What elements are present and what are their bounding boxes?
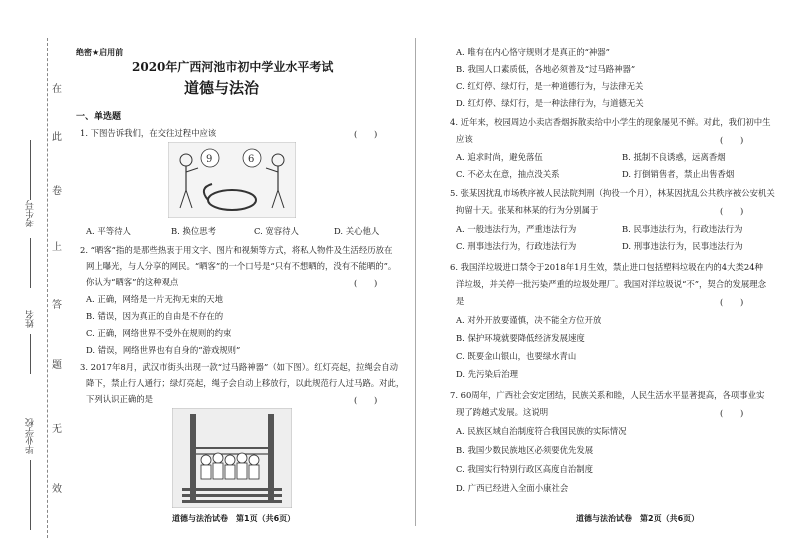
binding-char: 无 <box>52 424 62 435</box>
question-3-text-line-2: 降下，禁止行人通行；绿灯亮起，绳子会自动上移放行，以此规范行人过马路。对此， <box>86 378 405 388</box>
candidate-number-line-2 <box>30 238 31 288</box>
question-3-option-a[interactable]: A. 唯有在内心恪守规则才是真正的“神器” <box>456 47 610 57</box>
question-1-option-d[interactable]: D. 关心他人 <box>334 226 380 236</box>
binding-margin <box>0 0 60 560</box>
question-5-text-line-2: 拘留十天。张某和林某的行为分别属于 <box>456 205 599 215</box>
question-1-option-b[interactable]: B. 换位思考 <box>171 226 216 236</box>
question-5-option-b[interactable]: B. 民事违法行为，行政违法行为 <box>622 224 743 234</box>
question-1-option-c[interactable]: C. 宽容待人 <box>254 226 299 236</box>
question-6-option-a[interactable]: A. 对外开放要谨慎，决不能全方位开放 <box>456 315 602 325</box>
question-4-option-b[interactable]: B. 抵制不良诱惑，远离香烟 <box>622 152 726 162</box>
footer-left-page-number: 道德与法治试卷 第1页（共6页） <box>172 514 296 523</box>
question-3-option-c[interactable]: C. 红灯停、绿灯行，是一种道德行为，与法律无关 <box>456 81 644 91</box>
svg-text:6: 6 <box>248 154 255 165</box>
question-3-answer-paren[interactable]: ( ) <box>354 395 378 405</box>
question-7-answer-paren[interactable]: ( ) <box>720 408 744 418</box>
question-6-answer-paren[interactable]: ( ) <box>720 297 744 307</box>
school-line <box>30 460 31 530</box>
page-divider <box>415 38 416 526</box>
question-3-text-line-1: 3. 2017年8月，武汉市街头出现一款“过马路神器”（如下图）。红灯亮起，拉绳会自动 <box>80 362 399 372</box>
exam-title: 2020年广西河池市初中学业水平考试 <box>132 60 334 74</box>
question-4-option-a[interactable]: A. 追求时尚，避免落伍 <box>456 152 543 162</box>
binding-char: 题 <box>52 360 62 371</box>
question-7-option-d[interactable]: D. 广西已经进入全面小康社会 <box>456 483 569 493</box>
question-3-option-b[interactable]: B. 我国人口素质低，各地必须普及“过马路神器” <box>456 64 636 74</box>
name-line <box>30 334 31 374</box>
question-6-text-line-2: 洋垃圾，并关停一批污染严重的垃圾处理厂。我国对洋垃圾说“不”，契合的发展理念 <box>456 279 767 289</box>
question-4-answer-paren[interactable]: ( ) <box>720 135 744 145</box>
question-6-option-c[interactable]: C. 既要金山银山，也要绿水青山 <box>456 351 577 361</box>
question-3-option-d[interactable]: D. 红灯停、绿灯行，是一种法律行为，与道德无关 <box>456 98 644 108</box>
section-title: 一、单选题 <box>76 112 122 122</box>
page-left <box>76 0 405 560</box>
question-6-option-d[interactable]: D. 先污染后治理 <box>456 369 518 379</box>
question-6-option-b[interactable]: B. 保护环境就要降低经济发展速度 <box>456 333 585 343</box>
question-2-option-c[interactable]: C. 正确，网络世界不受外在规则的约束 <box>86 328 232 338</box>
question-5-answer-paren[interactable]: ( ) <box>720 206 744 216</box>
question-4-text-line-2: 应该 <box>456 134 473 144</box>
binding-char: 卷 <box>52 186 62 197</box>
question-2-text-line-1: 2. “晒客”指的是那些热衷于用文字、图片和视频等方式，将私人物件及生活经历放在 <box>80 245 393 255</box>
question-3-text-line-3: 下列认识正确的是 <box>86 394 153 404</box>
question-1-cartoon-image <box>168 142 296 218</box>
question-6-text-line-3: 是 <box>456 296 465 306</box>
binding-char: 此 <box>52 132 62 143</box>
question-5-text-line-1: 5. 张某因扰乱市场秩序被人民法院判刑（拘役一个月），林某因扰乱公共秩序被公安机关 <box>450 188 775 198</box>
question-2-answer-paren[interactable]: ( ) <box>354 278 378 288</box>
question-2-option-d[interactable]: D. 错误，网络世界也有自身的“游戏规则” <box>86 345 241 355</box>
binding-dashed-line <box>47 38 48 538</box>
candidate-number-line <box>30 140 31 200</box>
svg-text:9: 9 <box>206 154 213 165</box>
name-label: 姓名 <box>26 310 36 328</box>
question-4-option-c[interactable]: C. 不必太在意，抽点没关系 <box>456 169 560 179</box>
question-4-text-line-1: 4. 近年来，校园周边小卖店香烟拆散卖给中小学生的现象屡见不鲜。对此，我们初中生 <box>450 117 771 127</box>
question-7-text-line-1: 7. 60周年，广西社会安定团结，民族关系和睦，人民生活水平显著提高，各项事业实 <box>450 390 765 400</box>
question-4-option-d[interactable]: D. 打倒销售者，禁止出售香烟 <box>622 169 735 179</box>
school-label: 毕业学校 <box>26 418 36 454</box>
question-2-option-b[interactable]: B. 错误，因为真正的自由是不存在的 <box>86 311 224 321</box>
question-3-crossing-device-image <box>172 408 292 508</box>
question-7-option-a[interactable]: A. 民族区域自治制度符合我国民族的实际情况 <box>456 426 627 436</box>
question-7-option-c[interactable]: C. 我国实行特别行政区高度自治制度 <box>456 464 594 474</box>
question-1-option-a[interactable]: A. 平等待人 <box>86 226 131 236</box>
question-1-text: 1. 下图告诉我们，在交往过程中应该 <box>80 128 217 138</box>
binding-char: 答 <box>52 300 62 311</box>
footer-right-page-number: 道德与法治试卷 第2页（共6页） <box>576 514 700 523</box>
question-1-answer-paren[interactable]: ( ) <box>354 129 378 139</box>
binding-char: 效 <box>52 484 62 495</box>
question-5-option-a[interactable]: A. 一般违法行为，严重违法行为 <box>456 224 577 234</box>
question-5-option-d[interactable]: D. 刑事违法行为，民事违法行为 <box>622 241 743 251</box>
subject-title: 道德与法治 <box>184 79 260 97</box>
question-2-text-line-2: 网上曝光，与人分享的网民。“晒客”的一个口号是“只有不想晒的，没有不能晒的”。 <box>86 261 397 271</box>
binding-char: 上 <box>52 242 62 253</box>
binding-char: 在 <box>52 84 62 95</box>
question-7-option-b[interactable]: B. 我国少数民族地区必须要优先发展 <box>456 445 594 455</box>
question-6-text-line-1: 6. 我国洋垃圾进口禁令于2018年1月生效，禁止进口包括塑料垃圾在内的4大类24种 <box>450 262 763 272</box>
question-5-option-c[interactable]: C. 刑事违法行为，行政违法行为 <box>456 241 577 251</box>
page-right <box>450 0 775 560</box>
secret-label: 绝密★启用前 <box>76 48 124 57</box>
candidate-number-label: 考生号 <box>26 200 36 227</box>
question-2-text-line-3: 你认为“晒客”的这种观点 <box>86 277 179 287</box>
question-7-text-line-2: 现了跨越式发展。这说明 <box>456 407 549 417</box>
question-2-option-a[interactable]: A. 正确，网络是一片无拘无束的天地 <box>86 294 223 304</box>
